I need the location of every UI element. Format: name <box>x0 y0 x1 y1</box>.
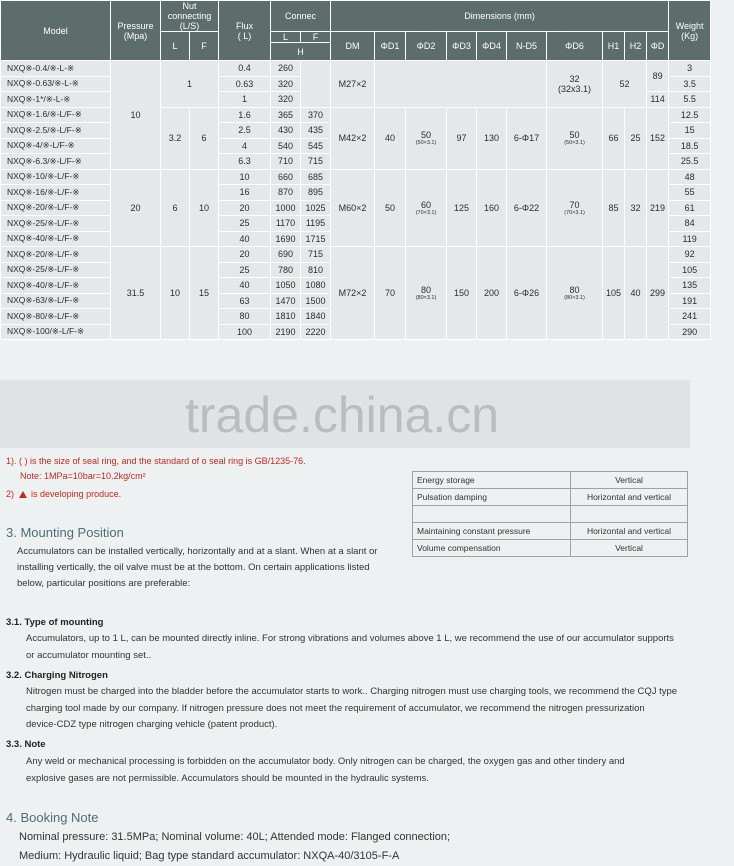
d-cell: 89 <box>647 61 669 92</box>
nut-f-cell: 6 <box>190 107 219 169</box>
conn-f-cell: 810 <box>301 262 331 278</box>
triangle-icon <box>19 491 27 498</box>
booking-line: Nominal pressure: 31.5MPa; Nominal volume: 40L; Attended mode: Flanged connection; <box>19 831 451 843</box>
conn-h-cell: 2190 <box>271 324 301 340</box>
table-row-model: NXQ※-0.63/※-L-※ <box>1 76 111 92</box>
header-dim-dm: DM <box>331 32 375 61</box>
conn-h-cell: 430 <box>271 123 301 139</box>
h2-cell: 32 <box>625 169 647 247</box>
type-paragraph-line: Accumulators, up to 1 L, can be mounted directly inline. For strong vibrations and volumes above 1 L, we recommend the use of our accumulator supports <box>26 633 674 644</box>
flux-cell: 63 <box>219 293 271 309</box>
flux-cell: 25 <box>219 262 271 278</box>
weight-cell: 92 <box>669 247 711 263</box>
nitrogen-paragraph-line: charging tool made by our company. If nitrogen pressure does not meet the requirement of accumulator, we recommend the nitrogen pressurization <box>26 703 645 714</box>
conn-h-cell: 870 <box>271 185 301 201</box>
weight-cell: 105 <box>669 262 711 278</box>
flux-cell: 0.63 <box>219 76 271 92</box>
flux-cell: 20 <box>219 200 271 216</box>
weight-cell: 55 <box>669 185 711 201</box>
nut-f-cell: 15 <box>190 247 219 340</box>
d3-cell: 97 <box>447 107 477 169</box>
type-paragraph-line: or accumulator mounting set.. <box>26 650 152 661</box>
d2-cell: 60 (70×3.1) <box>406 169 447 247</box>
dm-cell: M60×2 <box>331 169 375 247</box>
d6-cell: 70 (70×3.1) <box>547 169 603 247</box>
nut-l-cell: 3.2 <box>161 107 190 169</box>
table-row-model: NXQ※-80/※-L/F-※ <box>1 309 111 325</box>
d4-cell: 130 <box>477 107 507 169</box>
h1-cell: 52 <box>603 61 647 108</box>
note-paragraph-line: Any weld or mechanical processing is forbidden on the accumulator body. Only nitrogen can be charged, the oxygen gas and other tindery and <box>26 756 625 767</box>
mounting-paragraph-line: installing vertically, the oil valve must be at the bottom. On certain applications listed <box>17 562 370 573</box>
subsection-type-title: 3.1. Type of mounting <box>6 617 104 628</box>
header-pressure: Pressure (Mpa) <box>111 1 161 61</box>
table-row-model: NXQ※-10/※-L/F-※ <box>1 169 111 185</box>
table-row-model: NXQ※-4/※-L/F-※ <box>1 138 111 154</box>
flux-cell: 1 <box>219 92 271 108</box>
weight-cell: 12.5 <box>669 107 711 123</box>
weight-cell: 3.5 <box>669 76 711 92</box>
table-row-model: NXQ※-20/※-L/F-※ <box>1 247 111 263</box>
watermark-logo: trade.china.cn <box>185 387 500 443</box>
pressure-cell: 10 <box>111 61 161 170</box>
table-row-model: NXQ※-0.4/※-L-※ <box>1 61 111 77</box>
dm-cell: M42×2 <box>331 107 375 169</box>
conn-f-cell: 1080 <box>301 278 331 294</box>
conn-f-cell: 715 <box>301 154 331 170</box>
weight-cell: 191 <box>669 293 711 309</box>
d3-cell: 125 <box>447 169 477 247</box>
flux-cell: 2.5 <box>219 123 271 139</box>
conn-h-cell: 1470 <box>271 293 301 309</box>
flux-cell: 40 <box>219 231 271 247</box>
flux-cell: 100 <box>219 324 271 340</box>
header-flux: Flux ( L) <box>219 1 271 61</box>
table-row: Volume compensation Vertical <box>413 540 688 557</box>
header-nut: Nut connecting (L/S) <box>161 1 219 32</box>
section-mounting-title: 3. Mounting Position <box>6 525 124 540</box>
table-row-model: NXQ※-63/※-L/F-※ <box>1 293 111 309</box>
subsection-nitrogen-title: 3.2. Charging Nitrogen <box>6 670 108 681</box>
conn-f-cell: 1715 <box>301 231 331 247</box>
conn-f-cell: 715 <box>301 247 331 263</box>
subsection-note-title: 3.3. Note <box>6 739 46 750</box>
weight-cell: 3 <box>669 61 711 77</box>
mounting-paragraph-line: below, particular positions are preferable: <box>17 578 191 589</box>
weight-cell: 135 <box>669 278 711 294</box>
table-row <box>413 506 688 523</box>
weight-cell: 119 <box>669 231 711 247</box>
conn-f-cell: 685 <box>301 169 331 185</box>
note-seal-ring: 1). ( ) is the size of seal ring, and the standard of o seal ring is GB/1235-76. <box>6 456 306 466</box>
h2-cell: 25 <box>625 107 647 169</box>
table-row-model: NXQ※-2.5/※-L/F-※ <box>1 123 111 139</box>
d-cell: 152 <box>647 107 669 169</box>
dm-cell: M72×2 <box>331 247 375 340</box>
flux-cell: 10 <box>219 169 271 185</box>
h1-cell: 105 <box>603 247 625 340</box>
d5-cell: 6-Φ22 <box>507 169 547 247</box>
conn-h-cell: 320 <box>271 76 301 92</box>
header-dim-d3: ΦD3 <box>447 32 477 61</box>
table-row-model: NXQ※-6.3/※-L/F-※ <box>1 154 111 170</box>
table-row-model: NXQ※-1*/※-L-※ <box>1 92 111 108</box>
conn-h-cell: 540 <box>271 138 301 154</box>
header-conn-h: H <box>271 43 331 61</box>
flux-cell: 6.3 <box>219 154 271 170</box>
table-row-model: NXQ※-100/※-L/F-※ <box>1 324 111 340</box>
pressure-cell: 31.5 <box>111 247 161 340</box>
conn-f-cell: 1840 <box>301 309 331 325</box>
flux-cell: 4 <box>219 138 271 154</box>
conn-h-cell: 1000 <box>271 200 301 216</box>
application-table <box>412 471 688 557</box>
conn-h-cell: 690 <box>271 247 301 263</box>
nitrogen-paragraph-line: device-CDZ type nitrogen charging vehicle (patent product). <box>26 719 278 730</box>
h1-cell: 85 <box>603 169 625 247</box>
nut-l-cell: 6 <box>161 169 190 247</box>
d5-cell: 6-Φ17 <box>507 107 547 169</box>
d-cell: 219 <box>647 169 669 247</box>
weight-cell: 61 <box>669 200 711 216</box>
flux-cell: 80 <box>219 309 271 325</box>
conn-h-cell: 660 <box>271 169 301 185</box>
conn-h-cell: 780 <box>271 262 301 278</box>
conn-f-cell: 895 <box>301 185 331 201</box>
nitrogen-paragraph-line: Nitrogen must be charged into the bladder before the accumulator starts to work.. Charging nitrogen must use charging tools, we recommend the CQJ type <box>26 686 678 697</box>
conn-h-cell: 320 <box>271 92 301 108</box>
conn-f-cell <box>301 61 331 108</box>
spec-table <box>0 0 711 340</box>
header-nut-l: L <box>161 32 190 61</box>
weight-cell: 5.5 <box>669 92 711 108</box>
table-row-model: NXQ※-25/※-L/F-※ <box>1 262 111 278</box>
conn-h-cell: 260 <box>271 61 301 77</box>
header-dim-d2: ΦD2 <box>406 32 447 61</box>
conn-f-cell: 1500 <box>301 293 331 309</box>
conn-f-cell: 2220 <box>301 324 331 340</box>
pressure-cell: 20 <box>111 169 161 247</box>
nut-cell: 1 <box>161 61 219 108</box>
weight-cell: 290 <box>669 324 711 340</box>
conn-h-cell: 1050 <box>271 278 301 294</box>
h1-cell: 66 <box>603 107 625 169</box>
weight-cell: 48 <box>669 169 711 185</box>
header-nut-f: F <box>190 32 219 61</box>
conn-h-cell: 1170 <box>271 216 301 232</box>
flux-cell: 40 <box>219 278 271 294</box>
conn-f-cell: 1195 <box>301 216 331 232</box>
table-row: Pulsation damping Horizontal and vertical <box>413 489 688 506</box>
dm-cell: M27×2 <box>331 61 375 108</box>
header-dim-d6: ΦD6 <box>547 32 603 61</box>
weight-cell: 18.5 <box>669 138 711 154</box>
flux-cell: 16 <box>219 185 271 201</box>
table-row: Energy storage Vertical <box>413 472 688 489</box>
note-developing: 2) is developing produce. <box>6 489 122 499</box>
h2-cell: 40 <box>625 247 647 340</box>
header-dim-d: ΦD <box>647 32 669 61</box>
dim-empty-cell <box>375 61 547 108</box>
d6-cell: 32 (32x3.1) <box>547 61 603 108</box>
weight-cell: 15 <box>669 123 711 139</box>
flux-cell: 25 <box>219 216 271 232</box>
header-model: Model <box>1 1 111 61</box>
header-dim-d4: ΦD4 <box>477 32 507 61</box>
d2-cell: 50 (50×3.1) <box>406 107 447 169</box>
mounting-paragraph-line: Accumulators can be installed vertically, horizontally and at a slant. When at a slant or <box>17 546 378 557</box>
d3-cell: 150 <box>447 247 477 340</box>
conn-h-cell: 365 <box>271 107 301 123</box>
d1-cell: 50 <box>375 169 406 247</box>
header-dim-h1: H1 <box>603 32 625 61</box>
flux-cell: 20 <box>219 247 271 263</box>
section-booking-title: 4. Booking Note <box>6 810 99 825</box>
d6-cell: 80 (80×3.1) <box>547 247 603 340</box>
header-dim-h2: H2 <box>625 32 647 61</box>
nut-l-cell: 10 <box>161 247 190 340</box>
conn-f-cell: 370 <box>301 107 331 123</box>
d4-cell: 200 <box>477 247 507 340</box>
d4-cell: 160 <box>477 169 507 247</box>
header-conn-f: F <box>301 32 331 43</box>
weight-cell: 25.5 <box>669 154 711 170</box>
conn-f-cell: 435 <box>301 123 331 139</box>
booking-line: Medium: Hydraulic liquid; Bag type standard accumulator: NXQA-40/3105-F-A <box>19 850 400 862</box>
header-dimensions: Dimensions (mm) <box>331 1 669 32</box>
weight-cell: 241 <box>669 309 711 325</box>
table-row-model: NXQ※-25/※-L/F-※ <box>1 216 111 232</box>
d6-cell: 50 (50×3.1) <box>547 107 603 169</box>
flux-cell: 0.4 <box>219 61 271 77</box>
header-conn-l: L <box>271 32 301 43</box>
d-cell: 299 <box>647 247 669 340</box>
table-row: Maintaining constant pressure Horizontal and vertical <box>413 523 688 540</box>
note-paragraph-line: explosive gases are not permissible. Accumulators should be mounted in the hydraulic systems. <box>26 773 429 784</box>
conn-h-cell: 710 <box>271 154 301 170</box>
note-unit: Note: 1MPa=10bar=10.2kg/cm² <box>20 471 146 481</box>
conn-f-cell: 545 <box>301 138 331 154</box>
conn-h-cell: 1690 <box>271 231 301 247</box>
conn-f-cell: 1025 <box>301 200 331 216</box>
table-row-model: NXQ※-1.6/※-L/F-※ <box>1 107 111 123</box>
header-dim-d5: N-D5 <box>507 32 547 61</box>
d2-cell: 80 (80×3.1) <box>406 247 447 340</box>
d1-cell: 70 <box>375 247 406 340</box>
d-cell: 114 <box>647 92 669 108</box>
flux-cell: 1.6 <box>219 107 271 123</box>
header-connec: Connec <box>271 1 331 32</box>
d1-cell: 40 <box>375 107 406 169</box>
weight-cell: 84 <box>669 216 711 232</box>
table-row-model: NXQ※-40/※-L/F-※ <box>1 231 111 247</box>
conn-h-cell: 1810 <box>271 309 301 325</box>
nut-f-cell: 10 <box>190 169 219 247</box>
table-row-model: NXQ※-16/※-L/F-※ <box>1 185 111 201</box>
table-row-model: NXQ※-20/※-L/F-※ <box>1 200 111 216</box>
header-dim-d1: ΦD1 <box>375 32 406 61</box>
header-weight: Weight (Kg) <box>669 1 711 61</box>
table-row-model: NXQ※-40/※-L/F-※ <box>1 278 111 294</box>
d5-cell: 6-Φ26 <box>507 247 547 340</box>
